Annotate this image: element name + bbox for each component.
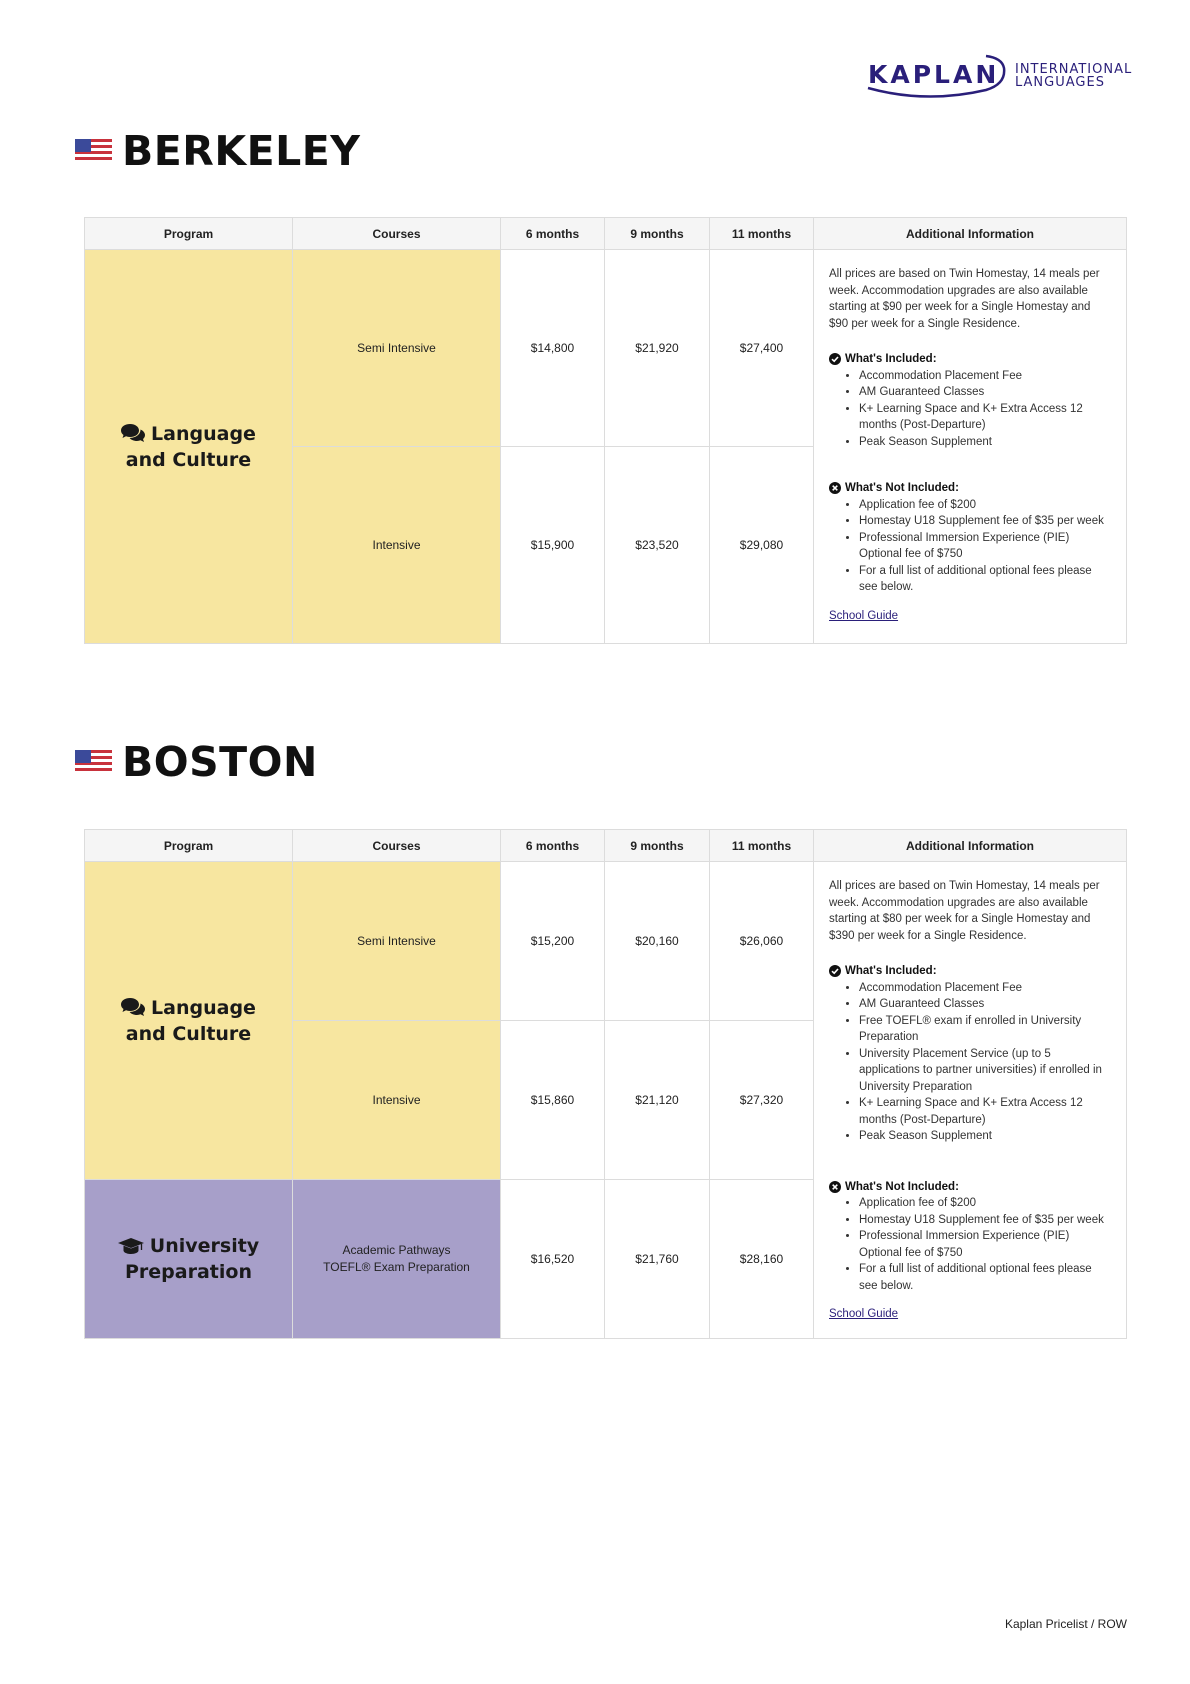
price-6-months: $16,520 (501, 1180, 605, 1339)
col-header-6-months: 6 months (501, 830, 605, 862)
price-6-months: $15,860 (501, 1021, 605, 1180)
info-intro: All prices are based on Twin Homestay, 14 meals per week. Accommodation upgrades are also available starting at $90 per week for a Single Homestay and $90 per week for a Single Residence. (829, 268, 1100, 330)
program-cell-language-culture (85, 862, 293, 1180)
table-row (85, 250, 1127, 447)
us-flag-icon (75, 748, 112, 776)
col-header-11-months: 11 months (710, 218, 814, 250)
section-heading-boston (75, 738, 318, 786)
course-cell: Semi Intensive (293, 862, 501, 1021)
course-cell: Intensive (293, 447, 501, 644)
city-name: BERKELEY (122, 127, 361, 175)
additional-info-cell (814, 250, 1127, 644)
included-title-text: What's Included: (845, 353, 937, 365)
school-guide-link[interactable]: School Guide (829, 1308, 899, 1320)
price-11-months: $27,320 (710, 1021, 814, 1180)
list-item: • Homestay U18 Supplement fee of $35 per week (859, 513, 1112, 530)
list-item: • Application fee of $200 (859, 1195, 1112, 1212)
program-cell-university-preparation (85, 1180, 293, 1339)
list-item: • Peak Season Supplement (859, 434, 1112, 451)
price-9-months: $21,920 (605, 250, 710, 447)
included-title (829, 963, 1112, 980)
col-header-additional-info: Additional Information (814, 218, 1127, 250)
comments-icon (121, 997, 145, 1017)
list-item: • Homestay U18 Supplement fee of $35 per week (859, 1212, 1112, 1229)
price-11-months: $28,160 (710, 1180, 814, 1339)
col-header-6-months: 6 months (501, 218, 605, 250)
logo-line-2: LANGUAGES (1015, 75, 1105, 90)
list-item: • Accommodation Placement Fee (859, 368, 1112, 385)
included-title (829, 351, 1112, 368)
col-header-additional-info: Additional Information (814, 830, 1127, 862)
check-circle-icon (829, 353, 841, 365)
course-line: TOEFL® Exam Preparation (323, 1260, 470, 1274)
logo-brand-text: KAPLAN (868, 60, 1000, 89)
list-item: • For a full list of additional optional fees please see below. (859, 563, 1112, 596)
col-header-courses: Courses (293, 830, 501, 862)
x-circle-icon (829, 482, 841, 494)
price-6-months: $14,800 (501, 250, 605, 447)
list-item: • Professional Immersion Experience (PIE) Optional fee of $750 (859, 530, 1112, 563)
list-item: • AM Guaranteed Classes (859, 384, 1112, 401)
not-included-title (829, 480, 1112, 497)
x-circle-icon (829, 1181, 841, 1193)
logo-subtitle (1015, 63, 1132, 89)
included-list (829, 980, 1112, 1145)
list-item: • K+ Learning Space and K+ Extra Access 12 months (Post-Departure) (859, 401, 1112, 434)
city-name: BOSTON (122, 738, 318, 786)
included-list (829, 368, 1112, 451)
list-item: • AM Guaranteed Classes (859, 996, 1112, 1013)
col-header-9-months: 9 months (605, 218, 710, 250)
course-cell: Intensive (293, 1021, 501, 1180)
included-title-text: What's Included: (845, 965, 937, 977)
program-name: Language and Culture (125, 996, 256, 1045)
price-11-months: $26,060 (710, 862, 814, 1021)
list-item: • Application fee of $200 (859, 497, 1112, 514)
info-intro: All prices are based on Twin Homestay, 14 meals per week. Accommodation upgrades are also available starting at $80 per week for a Single Homestay and $390 per week for a Single Residence. (829, 880, 1100, 942)
school-guide-link[interactable]: School Guide (829, 609, 899, 622)
logo-line-1: INTERNATIONAL (1015, 62, 1133, 77)
col-header-program: Program (85, 218, 293, 250)
section-heading-berkeley (75, 127, 360, 175)
price-11-months: $27,400 (710, 250, 814, 447)
price-6-months: $15,900 (501, 447, 605, 644)
boston-price-table (84, 829, 1127, 1339)
course-cell (293, 1180, 501, 1339)
price-9-months: $20,160 (605, 862, 710, 1021)
price-9-months: $21,760 (605, 1180, 710, 1339)
program-cell-language-culture (85, 250, 293, 644)
list-item: • University Placement Service (up to 5 applications to partner universities) if enrolled in University Preparation (859, 1046, 1112, 1096)
not-included-title-text: What's Not Included: (845, 1180, 959, 1193)
comments-icon (121, 423, 145, 443)
course-line: Academic Pathways (342, 1243, 451, 1257)
course-cell: Semi Intensive (293, 250, 501, 447)
berkeley-price-table (84, 217, 1127, 644)
list-item: • Free TOEFL® exam if enrolled in University Preparation (859, 1013, 1112, 1046)
not-included-list (829, 1195, 1112, 1294)
list-item: • K+ Learning Space and K+ Extra Access 12 months (Post-Departure) (859, 1095, 1112, 1128)
col-header-courses: Courses (293, 218, 501, 250)
price-11-months: $29,080 (710, 447, 814, 644)
col-header-program: Program (85, 830, 293, 862)
list-item: • For a full list of additional optional fees please see below. (859, 1261, 1112, 1294)
table-row (85, 862, 1127, 1021)
us-flag-icon (75, 137, 112, 165)
price-9-months: $23,520 (605, 447, 710, 644)
graduation-cap-icon (118, 1237, 144, 1255)
col-header-11-months: 11 months (710, 830, 814, 862)
kaplan-logo (866, 54, 1136, 104)
list-item: • Peak Season Supplement (859, 1128, 1112, 1145)
not-included-title-text: What's Not Included: (845, 482, 959, 494)
check-circle-icon (829, 965, 841, 977)
list-item: • Accommodation Placement Fee (859, 980, 1112, 997)
additional-info-cell (814, 862, 1127, 1339)
not-included-title (829, 1179, 1112, 1196)
list-item: • Professional Immersion Experience (PIE) Optional fee of $750 (859, 1228, 1112, 1261)
price-9-months: $21,120 (605, 1021, 710, 1180)
not-included-list (829, 497, 1112, 596)
program-name: Language and Culture (125, 422, 256, 471)
page-footer: Kaplan Pricelist / ROW (1004, 1617, 1127, 1631)
price-6-months: $15,200 (501, 862, 605, 1021)
program-name: University Preparation (125, 1235, 260, 1283)
col-header-9-months: 9 months (605, 830, 710, 862)
